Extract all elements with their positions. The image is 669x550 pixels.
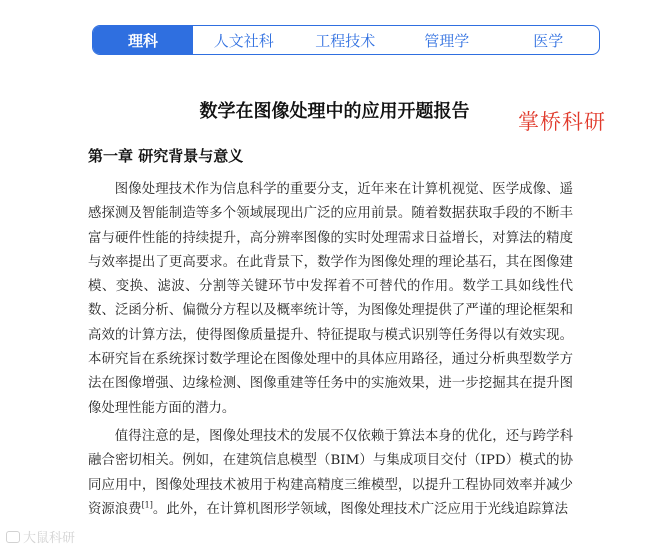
paragraph-2-text-a: 值得注意的是，图像处理技术的发展不仅依赖于算法本身的优化，还与跨学科融合密切相关。例如，在建筑信息模型（BIM）与集成项目交付（IPD）模式的协同应用中，图像处理技术被用于构建高精度三维模型，以提升工程协同效率并减少资源浪费 [88, 428, 573, 517]
tab-science[interactable]: 理科 [93, 26, 193, 54]
document-body [88, 178, 573, 526]
paragraph-2 [88, 425, 573, 522]
subject-tab-bar [92, 25, 600, 55]
tab-management[interactable]: 管理学 [424, 31, 470, 50]
tab-humanities[interactable]: 人文社科 [213, 31, 274, 50]
document-title: 数学在图像处理中的应用开题报告 [199, 101, 470, 122]
tab-medicine[interactable]: 医学 [533, 31, 564, 50]
brand-watermark: 掌桥科研 [518, 110, 606, 134]
watermark-logo-icon [6, 531, 20, 543]
citation-ref[interactable]: [1] [141, 500, 153, 510]
chapter-heading: 第一章 研究背景与意义 [88, 147, 244, 165]
footer-watermark-text: 大鼠科研 [23, 531, 76, 546]
footer-watermark [6, 527, 75, 546]
tab-engineering[interactable]: 工程技术 [315, 31, 376, 50]
paragraph-1: 图像处理技术作为信息科学的重要分支，近年来在计算机视觉、医学成像、遥感探测及智能制造等多个领域展现出广泛的应用前景。随着数据获取手段的不断丰富与硬件性能的持续提升，高分辨率图像的实时处理需求日益增长，对算法的精度与效率提出了更高要求。在此背景下，数学作为图像处理的理论基石，其在图像建模、变换、滤波、分割等关键环节中发挥着不可替代的作用。数学工具如线性代数、泛函分析、偏微分方程以及概率统计等，为图像处理提供了严谨的理论框架和高效的计算方法，使得图像质量提升、特征提取与模式识别等任务得以有效实现。本研究旨在系统探讨数学理论在图像处理中的具体应用路径，通过分析典型数学方法在图像增强、边缘检测、图像重建等任务中的实施效果，进一步挖掘其在提升图像处理性能方面的潜力。 [88, 182, 573, 416]
paragraph-2-text-b: 。此外，在计算机图形学领域，图像处理技术广泛应用于光线追踪算法 [152, 501, 569, 517]
